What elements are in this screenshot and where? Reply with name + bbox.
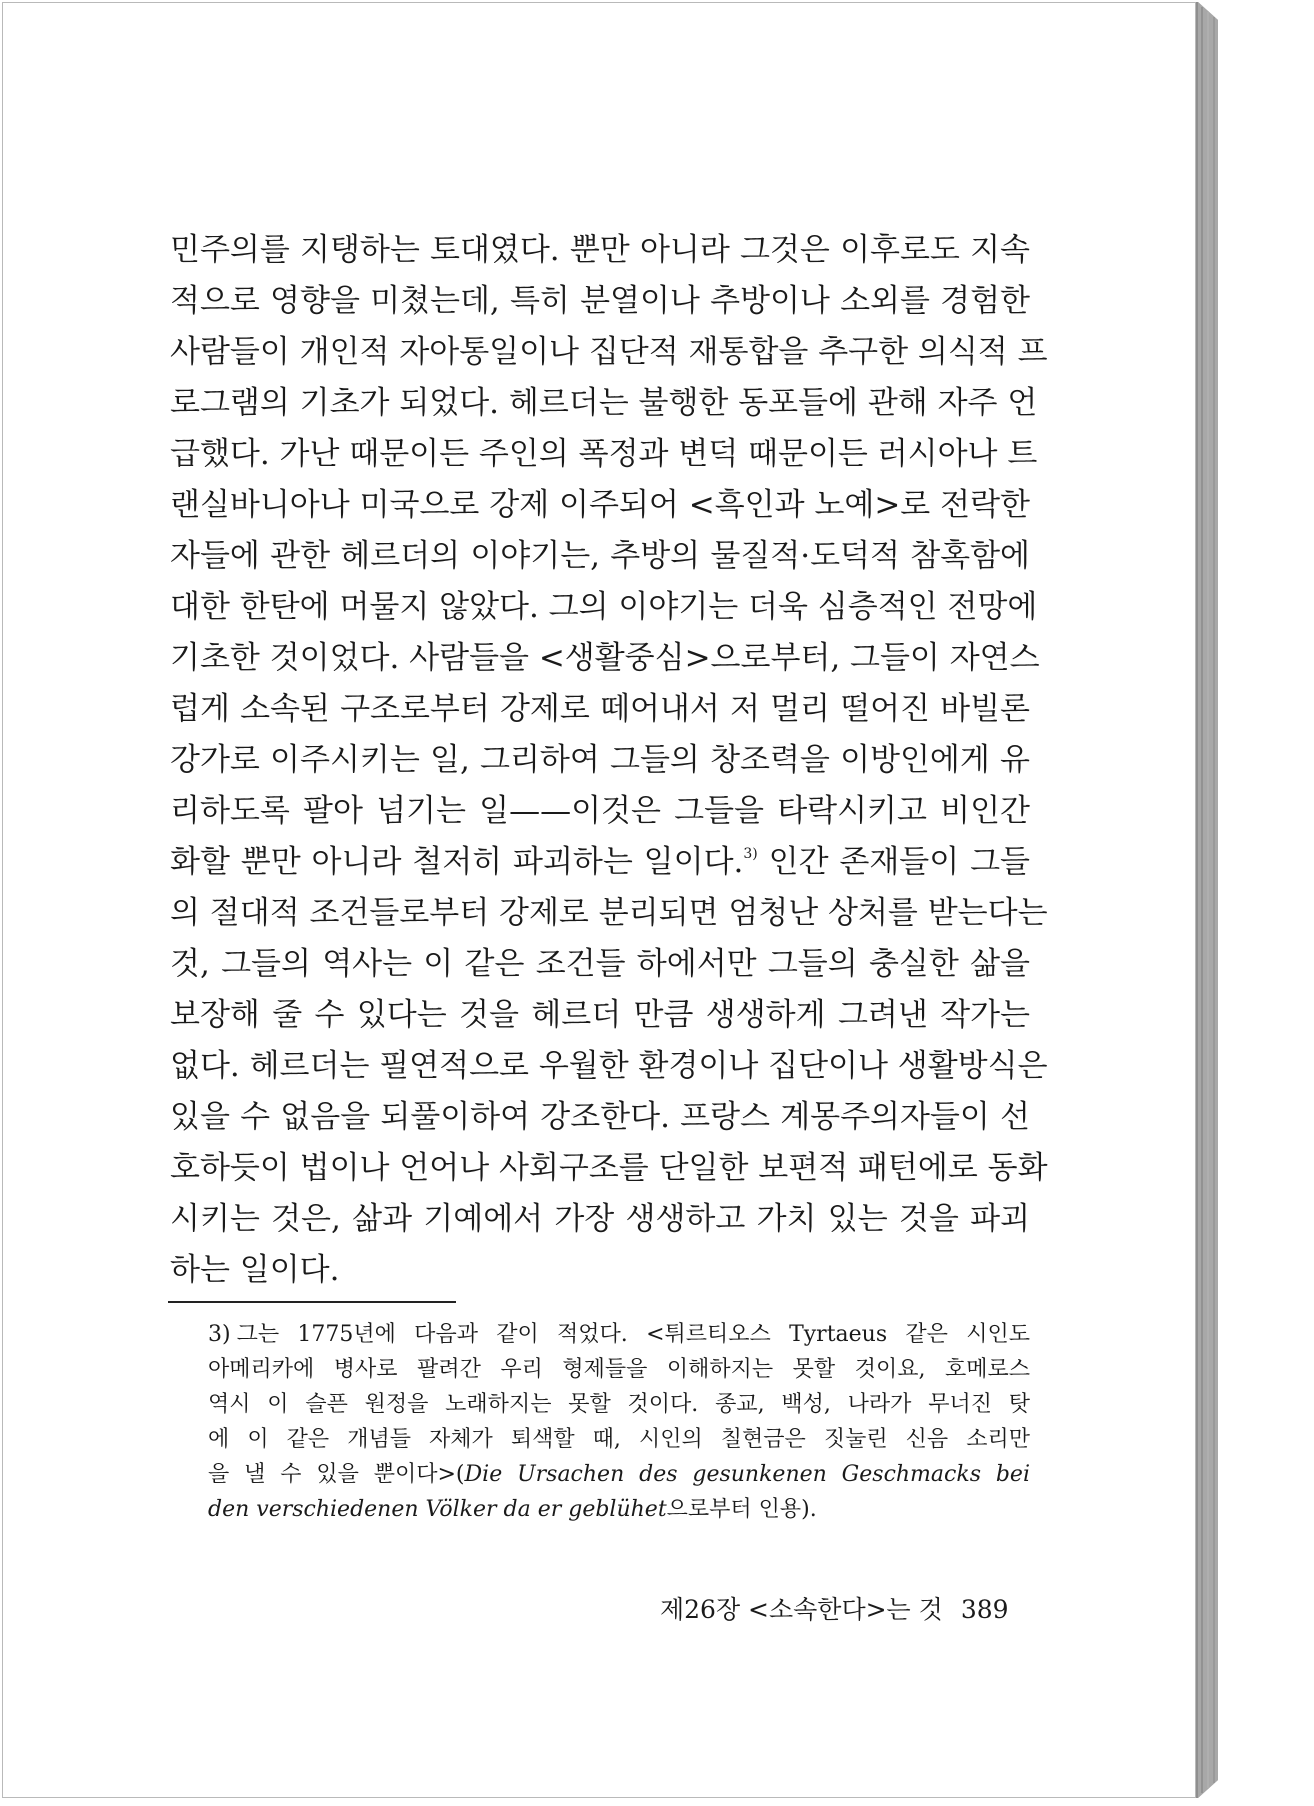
text-line: 급했다. 가난 때문이든 주인의 폭정과 변덕 때문이든 러시아나 트 [170, 436, 1038, 472]
text-line: 의 절대적 조건들로부터 강제로 분리되면 엄청난 상처를 받는다는 [170, 895, 1048, 931]
text-line: 럽게 소속된 구조로부터 강제로 떼어내서 저 멀리 떨어진 바빌론 [170, 691, 1030, 727]
footnote-book-title: den verschiedenen Völker da er geblühet [208, 1497, 667, 1522]
text-line: 자들에 관한 헤르더의 이야기는, 추방의 물질적·도덕적 참혹함에 [170, 538, 1030, 574]
text-line: 없다. 헤르더는 필연적으로 우월한 환경이나 집단이나 생활방식은 [170, 1048, 1048, 1084]
text-line: 기초한 것이었다. 사람들을 <생활중심>으로부터, 그들이 자연스 [170, 640, 1040, 676]
footnote-line: 아메리카에 병사로 팔려간 우리 형제들을 이해하지는 못할 것이요, 호메로스 [208, 1357, 1030, 1382]
footnote-line [208, 1317, 1030, 1352]
text-line: 민주의를 지탱하는 토대였다. 뿐만 아니라 그것은 이후로도 지속 [170, 232, 1030, 268]
text-line: 보장해 줄 수 있다는 것을 헤르더 만큼 생생하게 그려낸 작가는 [170, 997, 1030, 1033]
footnote [208, 1317, 1030, 1527]
footnote-text: 그는 1775년에 다음과 같이 적었다. <튀르티오스 Tyrtaeus 같은 시인도 [236, 1322, 1030, 1347]
text-line: 리하도록 팔아 넘기는 일——이것은 그들을 타락시키고 비인간 [170, 793, 1030, 829]
text-line: 랜실바니아나 미국으로 강제 이주되어 <흑인과 노예>로 전락한 [170, 487, 1030, 523]
footnote-divider [168, 1301, 456, 1303]
text-line: 적으로 영향을 미쳤는데, 특히 분열이나 추방이나 소외를 경험한 [170, 283, 1030, 319]
footnote-line [208, 1492, 1030, 1527]
text-line-with-footnote [170, 837, 1030, 888]
chapter-title: 제26장 <소속한다>는 것 [660, 1595, 943, 1624]
running-footer [660, 1590, 1009, 1626]
text-segment: 인간 존재들이 그들 [757, 844, 1030, 880]
text-line: 강가로 이주시키는 일, 그리하여 그들의 창조력을 이방인에게 유 [170, 742, 1030, 778]
page-number: 389 [960, 1595, 1009, 1624]
text-line: 로그램의 기초가 되었다. 헤르더는 불행한 동포들에 관해 자주 언 [170, 385, 1038, 421]
footnote-number: 3) [208, 1322, 231, 1347]
text-line: 사람들이 개인적 자아통일이나 집단적 재통합을 추구한 의식적 프 [170, 334, 1048, 370]
footnote-line [208, 1457, 1030, 1492]
text-line: 호하듯이 법이나 언어나 사회구조를 단일한 보편적 패턴에로 동화 [170, 1150, 1048, 1186]
text-line: 시키는 것은, 삶과 기예에서 가장 생생하고 가치 있는 것을 파괴 [170, 1201, 1030, 1237]
text-line: 것, 그들의 역사는 이 같은 조건들 하에서만 그들의 충실한 삶을 [170, 946, 1030, 982]
footnote-book-title: Die Ursachen des gesunkenen Geschmacks bei [464, 1462, 1030, 1487]
page-stack-edge [1196, 2, 1220, 1798]
footnote-line: 에 이 같은 개념들 자체가 퇴색할 때, 시인의 칠현금은 짓눌린 신음 소리만 [208, 1427, 1030, 1452]
text-line: 하는 일이다. [170, 1252, 340, 1288]
text-segment: 화할 뿐만 아니라 철저히 파괴하는 일이다. [170, 844, 744, 880]
text-line: 대한 한탄에 머물지 않았다. 그의 이야기는 더욱 심층적인 전망에 [170, 589, 1038, 625]
body-text [170, 225, 1048, 1296]
footnote-text: 으로부터 인용). [666, 1497, 817, 1522]
footnote-line: 역시 이 슬픈 원정을 노래하지는 못할 것이다. 종교, 백성, 나라가 무너진 탓 [208, 1392, 1030, 1417]
footnote-reference[interactable]: 3) [743, 846, 758, 862]
footnote-text: 을 낼 수 있을 뿐이다>( [208, 1462, 465, 1487]
text-line: 있을 수 없음을 되풀이하여 강조한다. 프랑스 계몽주의자들이 선 [170, 1099, 1030, 1135]
